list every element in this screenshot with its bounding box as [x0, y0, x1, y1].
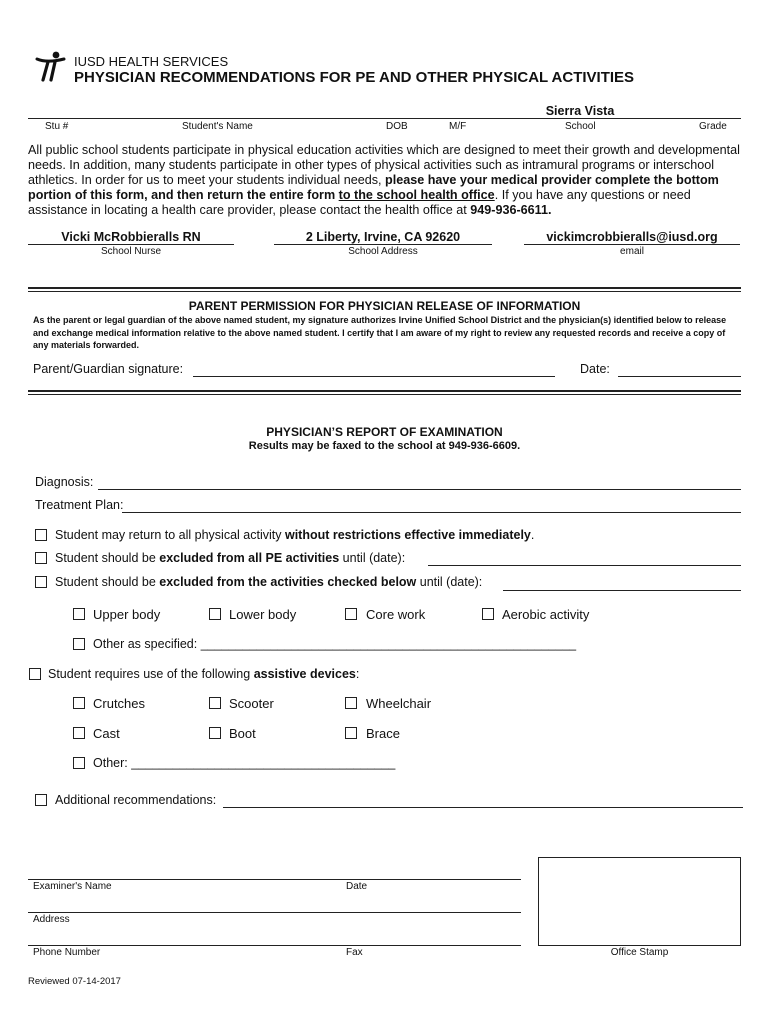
grade-label: Grade	[699, 121, 727, 132]
examiner-label: Examiner's Name	[33, 881, 112, 892]
treatment-label: Treatment Plan:	[35, 498, 124, 512]
opt3-post: until (date):	[416, 575, 483, 589]
phone-label: Phone Number	[33, 947, 101, 958]
section-divider-2	[28, 390, 741, 392]
examiner-line[interactable]	[28, 879, 521, 880]
assistive-bold: assistive devices	[253, 667, 356, 681]
parent-signature-field[interactable]	[193, 376, 555, 377]
mf-label: M/F	[449, 121, 467, 132]
cast-checkbox[interactable]	[73, 727, 85, 739]
exclude-checked-checkbox[interactable]	[35, 576, 47, 588]
office-stamp-label: Office Stamp	[610, 947, 669, 958]
phone-fax-line[interactable]	[28, 945, 521, 946]
boot-label: Boot	[229, 726, 256, 741]
diagnosis-field[interactable]	[98, 489, 741, 490]
additional-recommendations-field[interactable]	[223, 807, 743, 808]
aerobic-activity-checkbox[interactable]	[482, 608, 494, 620]
wheelchair-checkbox[interactable]	[345, 697, 357, 709]
other-device-label[interactable]: Other: ______________________________________	[93, 756, 396, 770]
treatment-field[interactable]	[122, 512, 741, 513]
opt2-post: until (date):	[339, 551, 406, 565]
brace-label: Brace	[366, 726, 400, 741]
additional-recommendations-checkbox[interactable]	[35, 794, 47, 806]
office-stamp-box[interactable]	[538, 857, 741, 946]
opt2-bold: excluded from all PE activities	[159, 551, 340, 565]
opt1-post: .	[530, 528, 535, 542]
cast-label: Cast	[93, 726, 120, 741]
dob-label: DOB	[386, 121, 408, 132]
assistive-devices-label	[48, 667, 359, 681]
crutches-checkbox[interactable]	[73, 697, 85, 709]
permission-date-label: Date:	[580, 362, 610, 376]
assistive-devices-checkbox[interactable]	[29, 668, 41, 680]
intro-bold-underline: to the school health office	[338, 188, 495, 202]
boot-checkbox[interactable]	[209, 727, 221, 739]
stu-label: Stu #	[45, 121, 69, 132]
aerobic-activity-label: Aerobic activity	[502, 607, 590, 622]
nurse-value: Vicki McRobbieralls RN	[61, 230, 201, 244]
scooter-label: Scooter	[229, 696, 274, 711]
parent-signature-label: Parent/Guardian signature:	[33, 362, 184, 376]
exclude-checked-label	[55, 575, 482, 589]
assistive-text: Student requires use of the following	[48, 667, 254, 681]
iusd-logo	[34, 50, 68, 82]
crutches-label: Crutches	[93, 696, 146, 711]
examiner-date-label: Date	[346, 881, 368, 892]
opt1-text: Student may return to all physical activity	[55, 528, 285, 542]
email-value: vickimcrobbieralls@iusd.org	[546, 230, 718, 244]
intro-text-1: All public school students participate in physical education activities which are designed to meet their growth and developmental needs. In addition, many students participate in other types of physical activities such as intramural programs or interschool athletics. In order for us to meet your students individual needs,	[28, 143, 740, 187]
examiner-address-label: Address	[33, 914, 70, 925]
additional-recommendations-label: Additional recommendations:	[55, 793, 217, 807]
school-label: School	[565, 121, 596, 132]
address-label: School Address	[348, 246, 418, 257]
permission-date-field[interactable]	[618, 376, 741, 377]
other-specified-checkbox[interactable]	[73, 638, 85, 650]
report-title: PHYSICIAN’S REPORT OF EXAMINATION	[266, 425, 503, 439]
school-value: Sierra Vista	[545, 104, 615, 118]
no-restrictions-label	[55, 528, 534, 542]
email-label: email	[620, 246, 644, 257]
lower-body-label: Lower body	[229, 607, 297, 622]
address-line[interactable]	[28, 912, 521, 913]
exclude-checked-date-field[interactable]	[503, 590, 741, 591]
intro-phone: 949-936-6611.	[470, 203, 552, 217]
exclude-all-pe-label	[55, 551, 405, 565]
permission-title: PARENT PERMISSION FOR PHYSICIAN RELEASE OF INFORMATION	[188, 299, 581, 313]
intro-bold: please have your medical provider complete the bottom portion of this form, and then return the entire form	[28, 173, 719, 202]
upper-body-checkbox[interactable]	[73, 608, 85, 620]
core-work-checkbox[interactable]	[345, 608, 357, 620]
student-row-line	[28, 118, 741, 119]
exclude-all-date-field[interactable]	[428, 565, 741, 566]
other-specified-label[interactable]: Other as specified: ______________________________________________________	[93, 637, 577, 651]
opt1-bold: without restrictions effective immediately	[284, 528, 531, 542]
section-divider	[28, 287, 741, 289]
wheelchair-label: Wheelchair	[366, 696, 432, 711]
brace-checkbox[interactable]	[345, 727, 357, 739]
core-work-label: Core work	[366, 607, 426, 622]
upper-body-label: Upper body	[93, 607, 161, 622]
address-value: 2 Liberty, Irvine, CA 92620	[305, 230, 461, 244]
opt2-text: Student should be	[55, 551, 160, 565]
exclude-all-pe-checkbox[interactable]	[35, 552, 47, 564]
student-name-label: Student's Name	[182, 121, 253, 132]
opt3-bold: excluded from the activities checked below	[159, 575, 417, 589]
nurse-label: School Nurse	[100, 246, 162, 257]
form-title: PHYSICIAN RECOMMENDATIONS FOR PE AND OTHER PHYSICAL ACTIVITIES	[74, 69, 635, 86]
permission-text: As the parent or legal guardian of the above named student, my signature authorizes Irvine Unified School District and the physician(s) identified below to release and exchange medical information relative to the above named student. I certify that I am aware of my right to review any requested records and receive a copy of any materials forwarded.	[33, 315, 727, 350]
scooter-checkbox[interactable]	[209, 697, 221, 709]
diagnosis-label: Diagnosis:	[35, 475, 94, 489]
intro-paragraph	[28, 143, 744, 218]
reviewed-date: Reviewed 07-14-2017	[28, 976, 121, 987]
assistive-post: :	[355, 667, 360, 681]
other-device-checkbox[interactable]	[73, 757, 85, 769]
report-subtitle: Results may be faxed to the school at 949-936-6609.	[248, 440, 521, 452]
lower-body-checkbox[interactable]	[209, 608, 221, 620]
opt3-text: Student should be	[55, 575, 160, 589]
no-restrictions-checkbox[interactable]	[35, 529, 47, 541]
intro-text-2: . If you have any questions or need assistance in locating a health care provider, please contact the health office at	[28, 188, 691, 217]
org-name: IUSD HEALTH SERVICES	[74, 54, 229, 69]
fax-label: Fax	[346, 947, 363, 958]
